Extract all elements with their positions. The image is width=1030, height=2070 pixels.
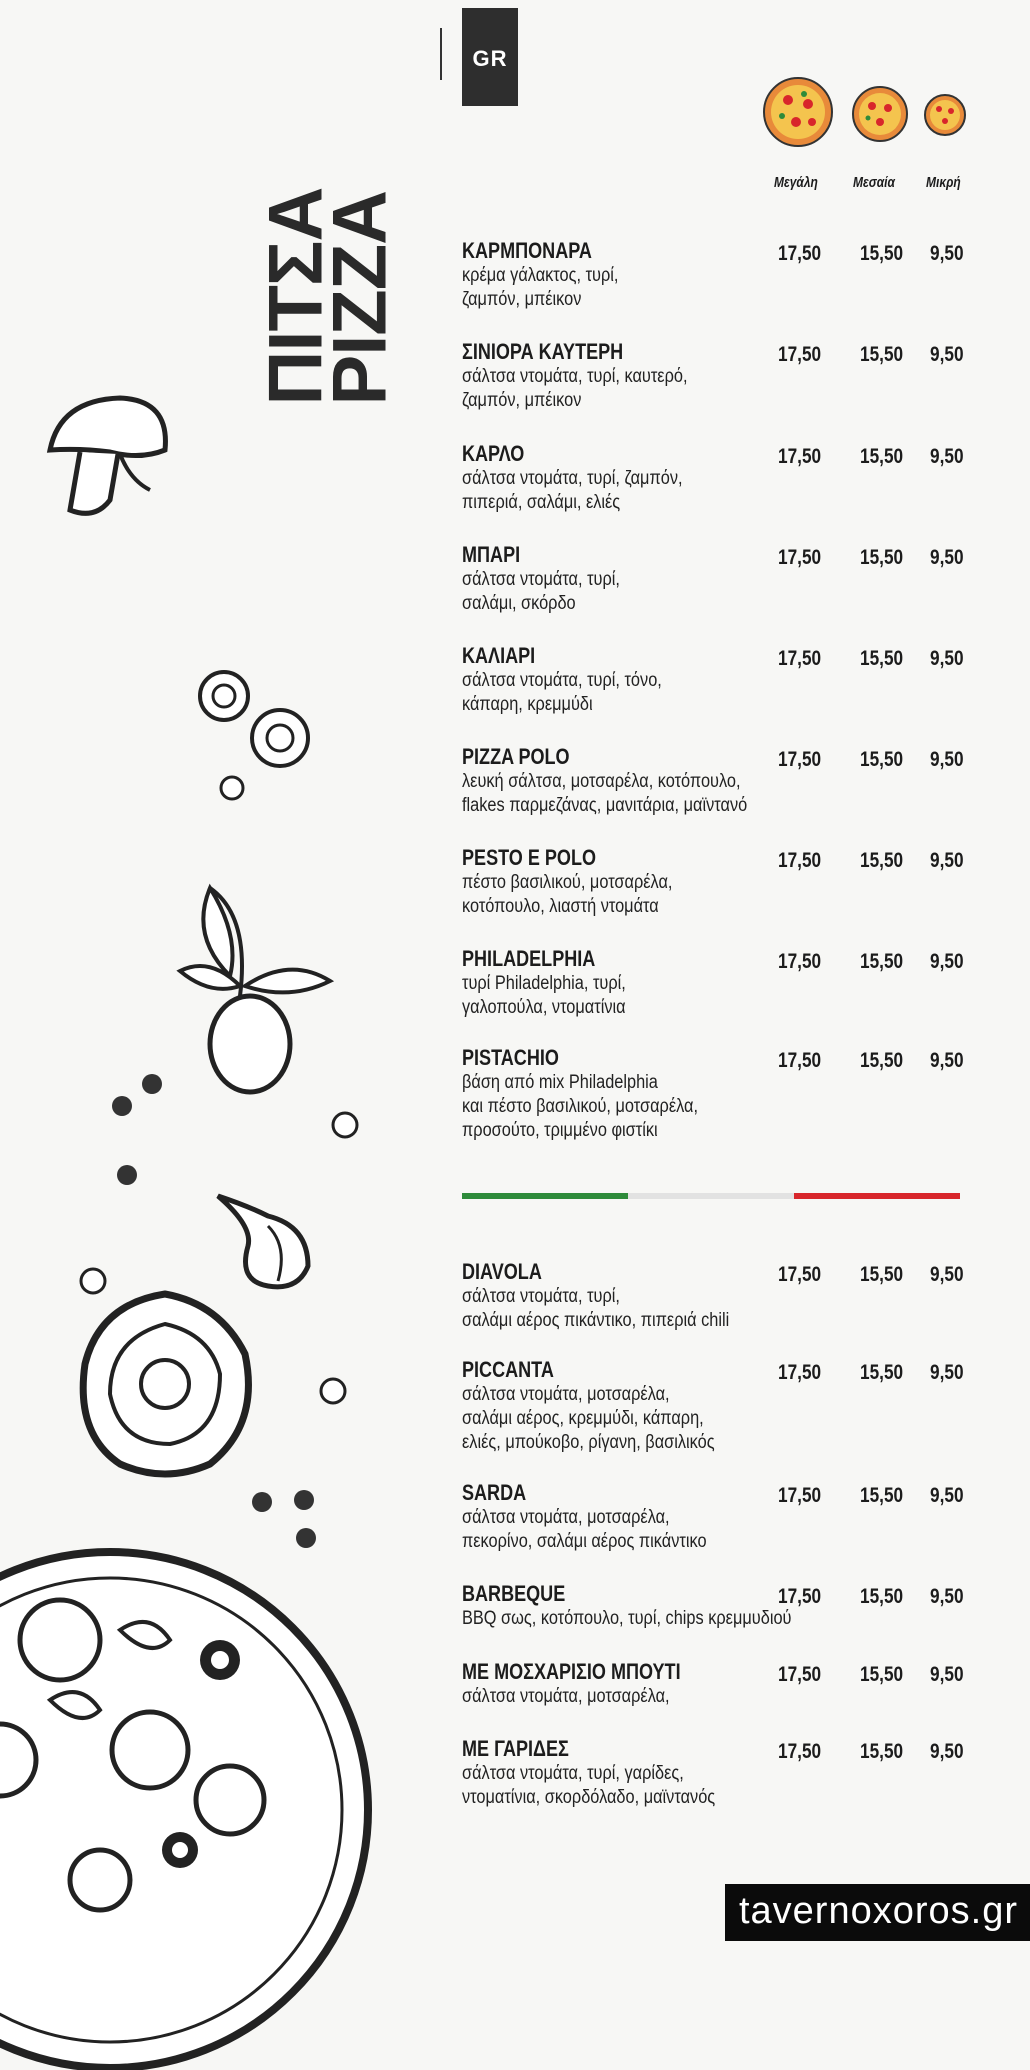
site-watermark[interactable]: tavernoxoros.gr (725, 1884, 1030, 1941)
price-small: 9,50 (930, 546, 964, 569)
menu-item (462, 238, 982, 312)
price-medium: 15,50 (860, 1663, 904, 1686)
menu-item (462, 441, 982, 515)
mushroom-illustration-icon (40, 390, 180, 530)
item-description-line: σάλτσα ντομάτα, μοτσαρέλα, (462, 1507, 670, 1528)
item-description-line: ζαμπόν, μπέικον (462, 390, 582, 411)
pizza-illustration-icon (0, 1550, 370, 2070)
item-name: DIAVOLA (462, 1259, 542, 1284)
price-medium: 15,50 (860, 1361, 904, 1384)
item-name: ΣΙΝΙΟΡΑ ΚΑΥΤΕΡΗ (462, 339, 624, 364)
divider-green (462, 1193, 628, 1199)
price-small: 9,50 (930, 1484, 964, 1507)
olive-slice-icon (248, 706, 312, 770)
price-medium: 15,50 (860, 748, 904, 771)
item-description-line: κάπαρη, κρεμμύδι (462, 694, 593, 715)
menu-item (462, 845, 982, 919)
item-description-line: σάλτσα ντομάτα, τυρί, (462, 569, 620, 590)
price-small: 9,50 (930, 748, 964, 771)
peppercorn-icon (112, 1160, 142, 1190)
menu-item (462, 542, 982, 616)
price-large: 17,50 (778, 242, 822, 265)
price-medium: 15,50 (860, 1740, 904, 1763)
price-medium: 15,50 (860, 1585, 904, 1608)
price-small: 9,50 (930, 445, 964, 468)
language-badge[interactable]: GR (462, 8, 518, 106)
item-name: PHILADELPHIA (462, 946, 596, 971)
title-greek: ΠΙΤΣΑ (253, 187, 339, 406)
divider-red (794, 1193, 960, 1199)
item-description-line: flakes παρμεζάνας, μανιτάρια, μαϊντανό (462, 795, 748, 816)
price-large: 17,50 (778, 1585, 822, 1608)
item-description-line: σαλάμι, σκόρδο (462, 593, 576, 614)
peppercorn-icon (110, 1070, 170, 1120)
size-medium-label: Μεσαία (853, 174, 895, 191)
peppercorn-icon (250, 1490, 320, 1550)
item-description-line: και πέστο βασιλικού, μοτσαρέλα, (462, 1096, 699, 1117)
item-name: ΜΠΑΡΙ (462, 542, 521, 567)
item-description-line: ζαμπόν, μπέικον (462, 289, 582, 310)
price-medium: 15,50 (860, 849, 904, 872)
item-description-line: σάλτσα ντομάτα, τυρί, τόνο, (462, 670, 662, 691)
item-name: ΚΑΡΛΟ (462, 441, 525, 466)
price-medium: 15,50 (860, 1263, 904, 1286)
menu-item (462, 1357, 982, 1455)
price-large: 17,50 (778, 343, 822, 366)
divider-white (628, 1193, 794, 1199)
menu-item (462, 1259, 982, 1333)
price-medium: 15,50 (860, 647, 904, 670)
italian-flag-divider (462, 1193, 960, 1199)
price-small: 9,50 (930, 950, 964, 973)
item-description-line: βάση από mix Philadelphia (462, 1072, 658, 1093)
menu-item (462, 339, 982, 413)
item-description-line: πιπεριά, σαλάμι, ελιές (462, 492, 621, 513)
menu-item (462, 1045, 982, 1143)
menu-item (462, 643, 982, 717)
menu-item (462, 1581, 982, 1631)
price-small: 9,50 (930, 1049, 964, 1072)
price-small: 9,50 (930, 1361, 964, 1384)
badge-marker (440, 28, 442, 80)
price-large: 17,50 (778, 1049, 822, 1072)
price-small: 9,50 (930, 647, 964, 670)
price-medium: 15,50 (860, 1049, 904, 1072)
price-medium: 15,50 (860, 445, 904, 468)
menu-item (462, 946, 982, 1020)
price-medium: 15,50 (860, 546, 904, 569)
item-description-line: σάλτσα ντομάτα, τυρί, γαρίδες, (462, 1763, 684, 1784)
item-name: ΜΕ ΜΟΣΧΑΡΙΣΙΟ ΜΠΟΥΤΙ (462, 1659, 681, 1684)
item-description-line: σαλάμι αέρος πικάντικο, πιπεριά chili (462, 1310, 730, 1331)
price-small: 9,50 (930, 1585, 964, 1608)
menu-item (462, 744, 982, 818)
small-pizza-icon (922, 92, 968, 138)
title-latin: PIZZA (317, 190, 403, 406)
item-description-line: πέστο βασιλικού, μοτσαρέλα, (462, 872, 673, 893)
price-medium: 15,50 (860, 950, 904, 973)
bell-pepper-slice-icon (70, 1284, 260, 1484)
price-large: 17,50 (778, 647, 822, 670)
item-name: PISTACHIO (462, 1045, 559, 1070)
pepper-dot-icon (218, 774, 246, 802)
item-description-line: BBQ σως, κοτόπουλο, τυρί, chips κρεμμυδιού (462, 1608, 792, 1629)
medium-pizza-icon (850, 84, 910, 144)
item-name: ΚΑΛΙΑΡΙ (462, 643, 536, 668)
item-description-line: γαλοπούλα, ντοματίνια (462, 997, 626, 1018)
size-large-label: Μεγάλη (774, 174, 818, 191)
price-large: 17,50 (778, 1740, 822, 1763)
item-description-line: σάλτσα ντομάτα, τυρί, (462, 1286, 620, 1307)
item-description-line: ντοματίνια, σκορδόλαδο, μαϊντανός (462, 1787, 716, 1808)
item-name: SARDA (462, 1480, 527, 1505)
olive-slice-icon (196, 668, 252, 724)
price-large: 17,50 (778, 1663, 822, 1686)
olive-branch-icon (170, 876, 340, 1116)
item-name: BARBEQUE (462, 1581, 566, 1606)
item-description-line: ελιές, μπούκοβο, ρίγανη, βασιλικός (462, 1432, 715, 1453)
pepper-dot-icon (318, 1376, 348, 1406)
item-description-line: σαλάμι αέρος, κρεμμύδι, κάπαρη, (462, 1408, 704, 1429)
item-description-line: σάλτσα ντομάτα, τυρί, ζαμπόν, (462, 468, 683, 489)
price-small: 9,50 (930, 1740, 964, 1763)
item-description-line: πεκορίνο, σαλάμι αέρος πικάντικο (462, 1531, 707, 1552)
price-large: 17,50 (778, 1484, 822, 1507)
item-description-line: σάλτσα ντομάτα, τυρί, καυτερό, (462, 366, 688, 387)
price-large: 17,50 (778, 1263, 822, 1286)
price-medium: 15,50 (860, 1484, 904, 1507)
item-description-line: κρέμα γάλακτος, τυρί, (462, 265, 619, 286)
item-description-line: λευκή σάλτσα, μοτσαρέλα, κοτόπουλο, (462, 771, 741, 792)
large-pizza-icon (760, 74, 836, 150)
price-small: 9,50 (930, 1263, 964, 1286)
garlic-icon (208, 1186, 328, 1296)
pepper-dot-icon (330, 1110, 360, 1140)
item-name: ΜΕ ΓΑΡΙΔΕΣ (462, 1736, 569, 1761)
price-large: 17,50 (778, 950, 822, 973)
item-name: ΚΑΡΜΠΟΝΑΡΑ (462, 238, 592, 263)
size-small-label: Μικρή (926, 174, 961, 191)
menu-item (462, 1480, 982, 1554)
price-small: 9,50 (930, 849, 964, 872)
menu-item (462, 1659, 982, 1709)
price-large: 17,50 (778, 849, 822, 872)
item-description-line: κοτόπουλο, λιαστή ντομάτα (462, 896, 659, 917)
price-large: 17,50 (778, 748, 822, 771)
price-medium: 15,50 (860, 343, 904, 366)
item-description-line: σάλτσα ντομάτα, μοτσαρέλα, (462, 1384, 670, 1405)
item-description-line: τυρί Philadelphia, τυρί, (462, 973, 626, 994)
item-description-line: σάλτσα ντομάτα, μοτσαρέλα, (462, 1686, 670, 1707)
item-name: PIZZA POLO (462, 744, 570, 769)
price-large: 17,50 (778, 445, 822, 468)
price-small: 9,50 (930, 1663, 964, 1686)
item-name: PESTO E POLO (462, 845, 597, 870)
price-large: 17,50 (778, 1361, 822, 1384)
price-large: 17,50 (778, 546, 822, 569)
menu-item (462, 1736, 982, 1810)
item-description-line: προσούτο, τριμμένο φιστίκι (462, 1120, 658, 1141)
price-small: 9,50 (930, 343, 964, 366)
item-name: PICCANTA (462, 1357, 554, 1382)
price-small: 9,50 (930, 242, 964, 265)
price-medium: 15,50 (860, 242, 904, 265)
